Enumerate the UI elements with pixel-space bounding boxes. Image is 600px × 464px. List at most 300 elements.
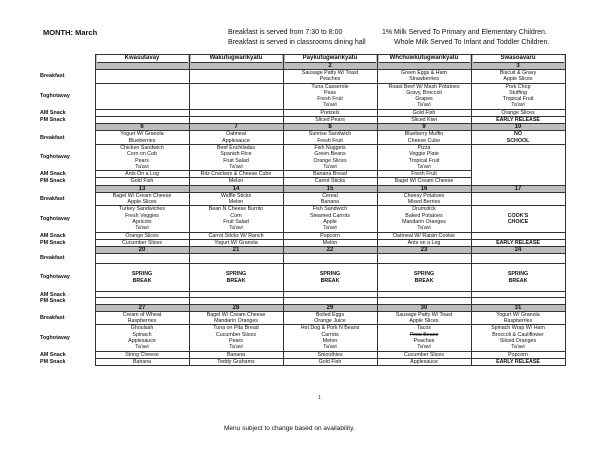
menu-line: Sunrise Sandwich [308, 131, 352, 138]
menu-line: Banana [320, 199, 340, 206]
date-number: 8 [328, 124, 332, 131]
date-number: 13 [138, 185, 146, 192]
snack-cell [189, 117, 283, 124]
snack-cell: Smoothies [283, 351, 377, 358]
date-number [379, 63, 470, 69]
date-number: 23 [420, 247, 428, 254]
menu-line: Apricots [132, 218, 152, 225]
menu-line: COOK'S [507, 212, 529, 219]
snack-cell: Ritz Crackers & Cheese Cube [189, 171, 283, 178]
meal-label: Toghotavay [40, 334, 70, 341]
weekday-name: Wakutugwarikyatu [191, 55, 282, 63]
menu-line: Applesauce [128, 337, 156, 344]
am-snack-row [40, 351, 565, 358]
menu-line: SPRING [319, 271, 341, 278]
snack-cell: Banana [95, 358, 189, 365]
date-cell [95, 247, 189, 254]
date-number: 29 [326, 304, 334, 311]
snack-cell: Melon [283, 239, 377, 246]
menu-line: Cheese Cube [407, 137, 441, 144]
menu-line: Ta'avi [323, 225, 337, 232]
snack-cell: Oatmeal W/ Raisin Cookie [377, 232, 471, 239]
menu-line: Biscuit & Gravy [499, 70, 537, 76]
menu-line: Ta'avi [417, 163, 431, 170]
meal-label: AM Snack [40, 109, 66, 116]
date-cell [471, 304, 565, 311]
menu-line: Sausage Patty W/ Toast [301, 70, 359, 76]
menu-line: SPRING [413, 271, 435, 278]
lunch-cell [283, 144, 377, 170]
meal-label: AM Snack [40, 351, 66, 358]
menu-line: Ta'avi [229, 225, 243, 232]
date-number: 15 [326, 185, 334, 192]
menu-cell [95, 254, 189, 264]
meal-label: Breakfast [40, 195, 65, 202]
meal-label: PM Snack [40, 239, 66, 246]
date-number: 28 [232, 304, 240, 311]
menu-line: Cucumber Slices [215, 331, 257, 338]
milk-primary: 1% Milk Served To Primary and Elementary Children. [382, 29, 547, 36]
date-cell [95, 55, 189, 70]
date-cell [95, 304, 189, 311]
menu-line: Tuna Casserole [311, 83, 349, 90]
date-cell [283, 124, 377, 131]
menu-line: CHOICE [507, 218, 529, 225]
date-row [40, 304, 565, 311]
menu-line: Tropical Fruit [408, 157, 440, 164]
date-number: 27 [138, 304, 146, 311]
date-number: 24 [514, 247, 522, 254]
date-cell [283, 55, 377, 70]
snack-cell: Melon [189, 178, 283, 185]
menu-line: Tropical Fruit [502, 96, 534, 103]
menu-line: Pinto Beans [409, 331, 439, 338]
date-cell [189, 55, 283, 70]
meal-label: Breakfast [40, 314, 65, 321]
menu-line: Fruit Salad [223, 218, 249, 225]
breakfast-cell [95, 70, 189, 84]
breakfast-cell [283, 70, 377, 84]
date-cell [471, 185, 565, 192]
lunch-cell [189, 144, 283, 170]
snack-cell: Yogurt W/ Granola [189, 239, 283, 246]
menu-line: Pizza [417, 144, 431, 151]
menu-line: Fish Nuggets [314, 144, 346, 151]
breakfast-cell [471, 70, 565, 84]
breakfast-cell [471, 192, 565, 206]
lunch-cell [283, 206, 377, 232]
menu-line: BREAK [226, 277, 246, 284]
date-cell [189, 124, 283, 131]
menu-line: Mandarin Oranges [214, 318, 258, 325]
menu-line: Melon [322, 337, 338, 344]
menu-line: Raspberries [127, 318, 157, 325]
breakfast-cell [95, 131, 189, 145]
breakfast-row [40, 131, 565, 145]
lunch-cell [471, 206, 565, 232]
menu-line: BREAK [508, 277, 528, 284]
date-cell [471, 247, 565, 254]
pm-snack-row [40, 358, 565, 365]
date-number: 7 [234, 124, 238, 131]
menu-line: Yogurt W/ Granola [120, 131, 164, 138]
snack-cell: Sliced Kiwi [377, 117, 471, 124]
lunch-cell [95, 325, 189, 351]
snack-cell: Cucumber Slices [95, 239, 189, 246]
menu-line: Apple Slices [409, 318, 439, 325]
date-cell [95, 185, 189, 192]
lunch-cell [377, 83, 471, 109]
meal-label: AM Snack [40, 232, 66, 239]
meal-label: Breakfast [40, 73, 65, 80]
snack-cell: EARLY RELEASE [471, 239, 565, 246]
menu-line: Fresh Veggies [125, 212, 159, 219]
date-number: 31 [514, 304, 522, 311]
menu-line: Peaches [413, 337, 435, 344]
menu-line: Carrots [321, 331, 339, 338]
date-row [40, 247, 565, 254]
menu-line: Applesauce [222, 137, 250, 144]
menu-line: Fresh Fruit [317, 96, 343, 103]
footer-note: Menu subject to change based on availability. [224, 425, 355, 432]
date-number: 21 [232, 247, 240, 254]
snack-cell: Banana [189, 351, 283, 358]
menu-line: Fruit Salad [223, 157, 249, 164]
breakfast-cell [283, 131, 377, 145]
date-cell [283, 185, 377, 192]
menu-line: Gravy, Broccoli [406, 89, 442, 96]
menu-line: Steamed Carrots [309, 212, 351, 219]
menu-table [40, 54, 566, 366]
menu-line: Pork Chop [505, 83, 531, 90]
menu-line: Ta'avi [135, 344, 149, 351]
meal-label: Toghotavay [40, 93, 70, 100]
menu-line: Blueberry Muffin [404, 131, 444, 138]
breakfast-time: Breakfast is served from 7:30 to 8:00 [228, 29, 343, 36]
date-cell [283, 304, 377, 311]
snack-cell: Ants on a Log [377, 239, 471, 246]
menu-line: Apple Slices [503, 76, 533, 83]
meal-label: Breakfast [40, 255, 65, 262]
lunch-cell [471, 144, 565, 185]
snack-cell [471, 232, 565, 239]
snack-cell: Orange Slices [95, 232, 189, 239]
menu-cell [95, 264, 189, 292]
breakfast-cell [189, 131, 283, 145]
lunch-row [40, 325, 565, 351]
menu-line: Yogurt W/ Granola [496, 311, 540, 318]
breakfast-row [40, 192, 565, 206]
date-number: 30 [420, 304, 428, 311]
menu-line: Orange Slices [313, 157, 347, 164]
snack-cell: Teddy Grahams [189, 358, 283, 365]
snack-cell: EARLY RELEASE [471, 358, 565, 365]
menu-line: Oatmeal [225, 131, 247, 138]
date-cell [189, 247, 283, 254]
date-cell [377, 185, 471, 192]
lunch-cell [471, 83, 565, 109]
date-number [191, 63, 282, 69]
menu-line: Waffle Sticks [220, 192, 252, 199]
weekday-name: Whchuwkutugwarikyatu [379, 55, 470, 63]
lunch-cell [377, 206, 471, 232]
snack-cell [95, 109, 189, 116]
snack-cell: String Cheese [95, 351, 189, 358]
menu-line: Stuffing [509, 89, 527, 96]
menu-line: Mixed Berries [407, 199, 441, 206]
menu-cell [377, 254, 471, 264]
menu-header [0, 0, 600, 48]
date-cell [377, 247, 471, 254]
breakfast-cell [377, 70, 471, 84]
menu-line: Ta'avi [135, 225, 149, 232]
menu-line: Fresh Fruit [317, 137, 343, 144]
breakfast-cell [377, 192, 471, 206]
menu-line: Sliced Oranges [499, 337, 537, 344]
meal-label: PM Snack [40, 358, 66, 365]
menu-line: BREAK [414, 277, 434, 284]
snack-cell: Bagel W/ Cream Cheese [377, 178, 471, 185]
lunch-row [40, 206, 565, 232]
date-number: 22 [326, 247, 334, 254]
lunch-cell [95, 144, 189, 170]
snack-cell: Fresh Fruit [377, 171, 471, 178]
date-number: 14 [232, 185, 240, 192]
breakfast-cell [471, 131, 565, 145]
date-number [97, 63, 188, 69]
menu-line: Raspberries [503, 318, 533, 325]
menu-line: Ta'avi [323, 102, 337, 109]
menu-line: Melon [228, 199, 244, 206]
snack-cell: Sliced Pears [283, 117, 377, 124]
menu-cell [471, 264, 565, 292]
breakfast-row [40, 70, 565, 84]
lunch-cell [95, 83, 189, 109]
menu-line: Ghoulash [130, 325, 154, 332]
snack-cell: Gold Fish [283, 358, 377, 365]
breakfast-cell [95, 311, 189, 325]
lunch-cell [377, 325, 471, 351]
menu-line: Drumstick [412, 206, 436, 213]
breakfast-cell [471, 311, 565, 325]
menu-line: Chicken Sandwich [120, 144, 164, 151]
breakfast-cell [95, 192, 189, 206]
lunch-row [40, 83, 565, 109]
meal-row [40, 254, 565, 264]
menu-line: Sausage Patty W/ Toast [395, 311, 453, 318]
menu-line: Broccoli & Cauliflower [492, 331, 544, 338]
date-cell [189, 304, 283, 311]
menu-line: Tuna on Pita Bread [213, 325, 259, 332]
snack-cell: Orange Slices [471, 109, 565, 116]
meal-label: PM Snack [40, 297, 66, 304]
snack-cell: Applesauce [377, 358, 471, 365]
pm-snack-row [40, 117, 565, 124]
date-row [40, 185, 565, 192]
breakfast-cell [189, 70, 283, 84]
am-snack-row [40, 232, 565, 239]
date-cell [471, 55, 565, 70]
snack-cell: Ants On a Log [95, 171, 189, 178]
date-number: 16 [420, 185, 428, 192]
breakfast-info [228, 28, 366, 47]
date-cell [471, 124, 565, 131]
menu-line: Ta'avi [323, 163, 337, 170]
menu-line: Veggie Plate [409, 151, 439, 158]
milk-info [382, 28, 549, 47]
lunch-cell [283, 325, 377, 351]
menu-line: Peaches [319, 76, 341, 83]
breakfast-cell [377, 311, 471, 325]
date-cell [377, 304, 471, 311]
meal-label: AM Snack [40, 171, 66, 178]
menu-line: Mandarin Oranges [402, 218, 446, 225]
menu-line: NO [514, 131, 522, 138]
menu-line: Peas [323, 89, 337, 96]
date-number: 3 [516, 63, 520, 69]
menu-line: Bean N Cheese Burrito [208, 206, 264, 213]
menu-line: Corn on Cob [126, 151, 158, 158]
menu-line: Roast Beef W/ Mash Potatoes [388, 83, 460, 90]
menu-line: Ta'avi [417, 225, 431, 232]
snack-cell: Cucumber Slices [377, 351, 471, 358]
menu-line: Ta'avi [511, 344, 525, 351]
date-number: 20 [138, 247, 146, 254]
menu-line: Grapes [415, 96, 433, 103]
menu-line: Bagel W/ Cream Cheese [112, 192, 172, 199]
snack-cell: Popcorn [471, 351, 565, 358]
menu-line: Ta'avi [511, 102, 525, 109]
breakfast-cell [377, 131, 471, 145]
snack-cell: Gold Fish [377, 109, 471, 116]
date-number: 17 [514, 185, 522, 192]
snack-cell: Carrot Sticks [283, 178, 377, 185]
menu-line: Pears [229, 337, 243, 344]
date-cell [95, 124, 189, 131]
menu-line: Ta'avi [417, 102, 431, 109]
snack-cell: Carrot Sticks W/ Ranch [189, 232, 283, 239]
menu-line: Ta'avi [417, 344, 431, 351]
menu-line: Apple [323, 218, 337, 225]
date-number: 2 [328, 63, 332, 69]
menu-line: Beef Enchiladas [216, 144, 256, 151]
meal-label: Toghotavay [40, 274, 70, 281]
snack-cell: Pretzels [283, 109, 377, 116]
menu-line: Ta'avi [135, 163, 149, 170]
menu-line: Apple Slices [127, 199, 157, 206]
breakfast-cell [283, 192, 377, 206]
breakfast-location: Breakfast is served in classrooms dining hall [228, 38, 366, 46]
menu-line: Orange Juice [314, 318, 346, 325]
snack-cell: Gold Fish [95, 178, 189, 185]
menu-line: Turkey Sandwiches [118, 206, 166, 213]
month-title: MONTH: March [43, 28, 98, 37]
menu-line: SPRING [225, 271, 247, 278]
lunch-cell [189, 83, 283, 109]
lunch-cell [377, 144, 471, 170]
menu-line: Spinach [132, 331, 152, 338]
date-cell [283, 247, 377, 254]
menu-line: Bagel W/ Cream Cheese [206, 311, 266, 318]
menu-line: Ta'avi [323, 344, 337, 351]
snack-cell: Popcorn [283, 232, 377, 239]
meal-row [40, 264, 565, 292]
weekday-name: Paykutugwarikyatu [285, 55, 376, 63]
menu-line: Ta'avi [229, 163, 243, 170]
menu-line: Cream of Wheat [122, 311, 162, 318]
date-cell [189, 185, 283, 192]
menu-line: Cereal [322, 192, 338, 199]
lunch-cell [283, 83, 377, 109]
menu-line: Tacos [417, 325, 431, 332]
menu-line: Green Beans [314, 151, 346, 158]
am-snack-row [40, 109, 565, 116]
menu-line: Baked Potatoes [405, 212, 443, 219]
menu-cell [189, 254, 283, 264]
lunch-row [40, 144, 565, 170]
menu-line: Spanish Rice [220, 151, 252, 158]
meal-label: Toghotavay [40, 215, 70, 222]
snack-cell: Banana Bread [283, 171, 377, 178]
lunch-cell [471, 325, 565, 351]
lunch-cell [95, 206, 189, 232]
menu-line: Cheesy Potatoes [403, 192, 445, 199]
menu-line: Corn [230, 212, 242, 219]
menu-line: Strawberries [409, 76, 439, 83]
weekday-name: Swasoavaru [473, 55, 564, 63]
snack-cell [189, 109, 283, 116]
menu-line: Ta'avi [229, 344, 243, 351]
lunch-cell [189, 206, 283, 232]
date-number: 6 [140, 124, 144, 131]
breakfast-cell [189, 192, 283, 206]
lunch-cell [189, 325, 283, 351]
menu-cell [471, 254, 565, 264]
pm-snack-row [40, 239, 565, 246]
menu-line: Pears [135, 157, 149, 164]
snack-cell [95, 117, 189, 124]
date-row [40, 124, 565, 131]
date-row [40, 55, 565, 70]
date-number: 9 [422, 124, 426, 131]
menu-cell [377, 264, 471, 292]
menu-line: Green Eggs & Ham [401, 70, 447, 76]
page-mark: 1 [318, 395, 321, 401]
date-cell [377, 55, 471, 70]
snack-cell: EARLY RELEASE [471, 117, 565, 124]
meal-label: PM Snack [40, 117, 66, 124]
menu-line: Spinach Wrap W/ Ham [491, 325, 545, 332]
breakfast-cell [189, 311, 283, 325]
breakfast-cell [283, 311, 377, 325]
menu-line: Blueberries [128, 137, 156, 144]
menu-line: BREAK [132, 277, 152, 284]
date-cell [377, 124, 471, 131]
menu-line: SCHOOL [506, 137, 530, 144]
meal-label: AM Snack [40, 291, 66, 298]
menu-line: BREAK [320, 277, 340, 284]
meal-label: Toghotavay [40, 154, 70, 161]
menu-cell [283, 254, 377, 264]
meal-label: Breakfast [40, 134, 65, 141]
menu-line: SPRING [507, 271, 529, 278]
menu-cell [189, 264, 283, 292]
weekday-name: Kwasutavay [97, 55, 188, 63]
menu-line: Fish Sandwich [312, 206, 348, 213]
meal-label: PM Snack [40, 178, 66, 185]
menu-line: SPRING [131, 271, 153, 278]
menu-line: Boiled Eggs [315, 311, 345, 318]
